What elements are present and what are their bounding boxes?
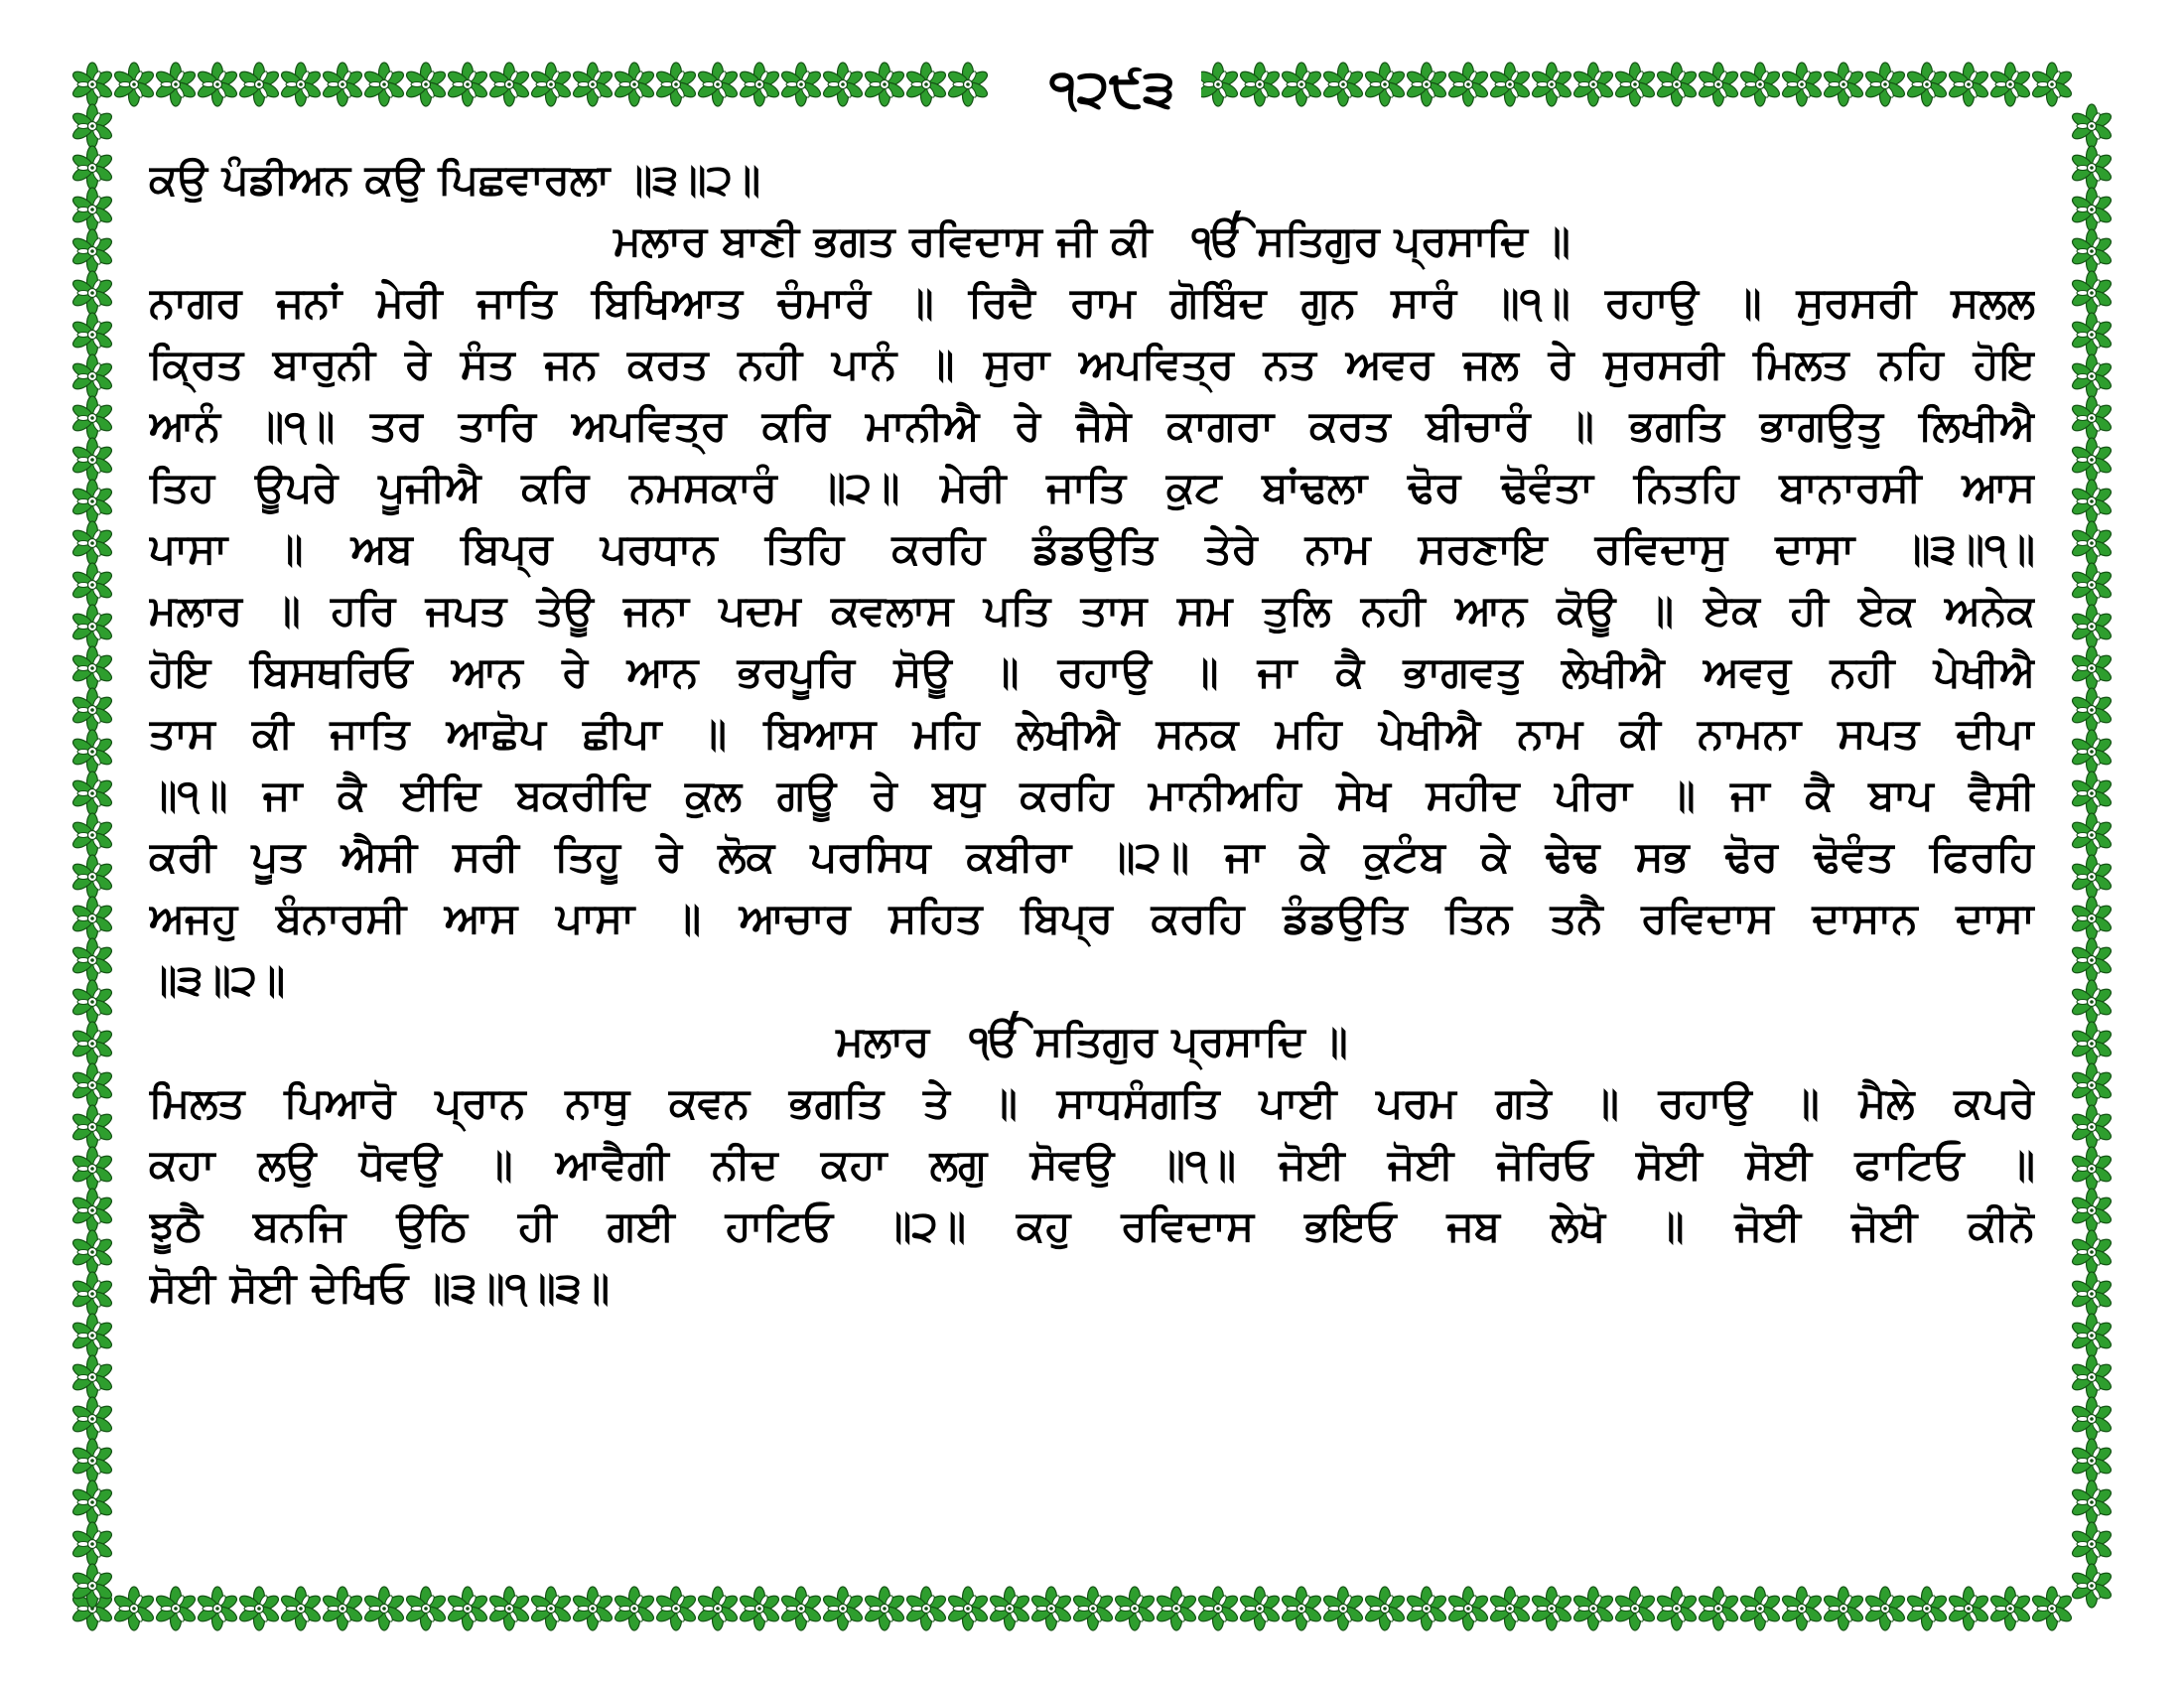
border-flower-icon	[70, 271, 114, 315]
text-line: ਕਰੀ ਪੂਤ ਐਸੀ ਸਰੀ ਤਿਹੂ ਰੇ ਲੋਕ ਪਰਸਿਧ ਕਬੀਰਾ ॥੨॥ ਜਾ ਕੇ ਕੁਟੰਬ ਕੇ ਢੇਢ ਸਭ ਢੋਰ ਢੋਵੰਤ ਫਿਰਹਿ	[149, 832, 2035, 881]
border-flower-icon	[70, 1480, 114, 1524]
border-flower-icon	[1029, 1587, 1073, 1630]
text-line: ਕਉ ਪੰਡੀਅਨ ਕਉ ਪਿਛਵਾਰਲਾ ॥੩॥੨॥	[149, 155, 760, 204]
border-flower-icon	[70, 354, 114, 398]
text-line: ਮਿਲਤ ਪਿਆਰੋ ਪ੍ਰਾਨ ਨਾਥੁ ਕਵਨ ਭਗਤਿ ਤੇ ॥ ਸਾਧਸੰਗਤਿ ਪਾਈ ਪਰਮ ਗਤੇ ॥ ਰਹਾਉ ॥ ਮੈਲੇ ਕਪਰੇ	[149, 1078, 2035, 1127]
border-flower-icon	[70, 396, 114, 440]
border-flower-icon	[2070, 229, 2114, 273]
border-flower-icon	[321, 1587, 364, 1630]
border-flower-icon	[2070, 688, 2114, 732]
border-flower-icon	[2070, 1314, 2114, 1357]
border-flower-icon	[571, 1587, 614, 1630]
border-flower-icon	[863, 1587, 906, 1630]
border-flower-icon	[654, 63, 698, 106]
border-flower-icon	[2070, 980, 2114, 1024]
border-flower-icon	[1446, 1587, 1490, 1630]
border-flower-icon	[1405, 63, 1448, 106]
border-flower-icon	[1405, 1587, 1448, 1630]
border-flower-icon	[2070, 813, 2114, 857]
border-flower-icon	[70, 772, 114, 815]
border-flower-icon	[1530, 1587, 1573, 1630]
mool-mantar	[969, 1011, 1347, 1072]
heading-title: ਮਲਾਰ ਬਾਣੀ ਭਗਤ ਰਵਿਦਾਸ ਜੀ ਕੀ	[614, 216, 1153, 265]
border-flower-icon	[70, 1314, 114, 1357]
border-flower-icon	[2070, 1189, 2114, 1232]
mool-mantar	[1191, 211, 1570, 272]
ik-onkar-arc-icon	[1231, 211, 1325, 230]
border-flower-icon	[2070, 1397, 2114, 1441]
border-flower-icon	[1947, 1587, 1990, 1630]
border-flower-icon	[1863, 63, 1907, 106]
border-flower-icon	[404, 1587, 448, 1630]
heading-title: ਮਲਾਰ	[836, 1017, 930, 1065]
mool-mantar-text: ੴ ਸਤਿਗੁਰ ਪ੍ਰਸਾਦਿ ॥	[1191, 216, 1570, 265]
border-flower-icon	[2070, 1272, 2114, 1316]
border-flower-icon	[1655, 1587, 1699, 1630]
border-flower-icon	[2070, 396, 2114, 440]
border-flower-icon	[2070, 1522, 2114, 1566]
border-flower-icon	[1280, 63, 1323, 106]
border-flower-icon	[988, 1587, 1031, 1630]
border-flower-icon	[2070, 146, 2114, 190]
border-flower-icon	[70, 438, 114, 482]
border-flower-icon	[279, 63, 323, 106]
border-flower-icon	[571, 63, 614, 106]
border-flower-icon	[863, 63, 906, 106]
border-flower-icon	[154, 63, 198, 106]
border-flower-icon	[70, 813, 114, 857]
border-flower-icon	[1988, 63, 2032, 106]
border-flower-icon	[1822, 1587, 1865, 1630]
border-flower-icon	[70, 605, 114, 648]
border-flower-icon	[2070, 646, 2114, 690]
border-flower-icon	[70, 730, 114, 774]
border-flower-icon	[196, 1587, 239, 1630]
border-flower-icon	[70, 563, 114, 607]
border-flower-icon	[362, 63, 406, 106]
border-flower-icon	[529, 63, 573, 106]
text-line: ॥੧॥ ਜਾ ਕੈ ਈਦਿ ਬਕਰੀਦਿ ਕੁਲ ਗਊ ਰੇ ਬਧੁ ਕਰਹਿ ਮਾਨੀਅਹਿ ਸੇਖ ਸਹੀਦ ਪੀਰਾ ॥ ਜਾ ਕੈ ਬਾਪ ਵੈਸੀ	[149, 771, 2035, 819]
border-flower-icon	[404, 63, 448, 106]
border-flower-icon	[1446, 63, 1490, 106]
border-flower-icon	[2070, 438, 2114, 482]
border-flower-icon	[696, 1587, 740, 1630]
border-flower-icon	[2070, 354, 2114, 398]
border-flower-icon	[70, 1355, 114, 1399]
border-flower-icon	[70, 146, 114, 190]
border-flower-icon	[196, 63, 239, 106]
border-flower-icon	[779, 63, 823, 106]
border-flower-icon	[738, 63, 781, 106]
border-flower-icon	[613, 1587, 656, 1630]
border-flower-icon	[70, 1022, 114, 1065]
border-flower-icon	[2070, 480, 2114, 523]
gurbani-text	[149, 149, 2035, 1319]
border-flower-icon	[904, 63, 948, 106]
border-flower-icon	[237, 1587, 281, 1630]
border-flower-icon	[70, 1105, 114, 1149]
border-flower-icon	[70, 688, 114, 732]
text-line: ਸੋਈ ਸੋਈ ਦੇਖਿਓ ॥੩॥੧॥੩॥	[149, 1263, 611, 1312]
text-line: ਤਿਹ ਊਪਰੇ ਪੂਜੀਐ ਕਰਿ ਨਮਸਕਾਰੰ ॥੨॥ ਮੇਰੀ ਜਾਤਿ ਕੁਟ ਬਾਂਢਲਾ ਢੋਰ ਢੋਵੰਤਾ ਨਿਤਹਿ ਬਾਨਾਰਸੀ ਆਸ	[149, 463, 2035, 511]
border-flower-icon	[1196, 63, 1240, 106]
border-flower-icon	[446, 63, 489, 106]
border-flower-icon	[1155, 1587, 1198, 1630]
border-flower-icon	[1780, 1587, 1824, 1630]
border-flower-icon	[696, 63, 740, 106]
border-flower-icon	[2070, 1063, 2114, 1107]
border-flower-icon	[1988, 1587, 2032, 1630]
border-flower-icon	[1697, 63, 1740, 106]
border-flower-icon	[946, 1587, 990, 1630]
border-flower-icon	[2070, 1230, 2114, 1274]
border-flower-icon	[1655, 63, 1699, 106]
border-flower-icon	[487, 1587, 531, 1630]
border-flower-icon	[1363, 1587, 1407, 1630]
border-flower-icon	[1321, 63, 1365, 106]
border-flower-icon	[154, 1587, 198, 1630]
border-flower-icon	[70, 1063, 114, 1107]
border-flower-icon	[1822, 63, 1865, 106]
border-flower-icon	[821, 1587, 865, 1630]
text-line: ਤਾਸ ਕੀ ਜਾਤਿ ਆਛੋਪ ਛੀਪਾ ॥ ਬਿਆਸ ਮਹਿ ਲੇਖੀਐ ਸਨਕ ਮਹਿ ਪੇਖੀਐ ਨਾਮ ਕੀ ਨਾਮਨਾ ਸਪਤ ਦੀਪਾ	[149, 709, 2035, 758]
ik-onkar-arc-icon	[1009, 1011, 1103, 1031]
border-flower-icon	[529, 1587, 573, 1630]
border-flower-icon	[2070, 563, 2114, 607]
border-flower-icon	[2070, 605, 2114, 648]
border-flower-icon	[738, 1587, 781, 1630]
border-flower-icon	[2070, 188, 2114, 231]
border-flower-icon	[70, 1439, 114, 1482]
border-flower-icon	[112, 63, 156, 106]
border-flower-icon	[1488, 1587, 1532, 1630]
text-line: ਕ੍ਰਿਤ ਬਾਰੁਨੀ ਰੇ ਸੰਤ ਜਨ ਕਰਤ ਨਹੀ ਪਾਨੰ ॥ ਸੁਰਾ ਅਪਵਿਤ੍ਰ ਨਤ ਅਵਰ ਜਲ ਰੇ ਸੁਰਸਰੀ ਮਿਲਤ ਨਹਿ ਹੋਇ	[149, 340, 2035, 388]
border-flower-icon	[1613, 63, 1657, 106]
text-line: ਅਜਹੁ ਬੰਨਾਰਸੀ ਆਸ ਪਾਸਾ ॥ ਆਚਾਰ ਸਹਿਤ ਬਿਪ੍ਰ ਕਰਹਿ ਡੰਡਉਤਿ ਤਿਨ ਤਨੈ ਰਵਿਦਾਸ ਦਾਸਾਨ ਦਾਸਾ	[149, 894, 2035, 942]
mool-mantar-text: ੴ ਸਤਿਗੁਰ ਪ੍ਰਸਾਦਿ ॥	[969, 1017, 1348, 1065]
border-flower-icon	[2070, 1355, 2114, 1399]
border-flower-icon	[2070, 1147, 2114, 1191]
border-flower-icon	[2070, 104, 2114, 148]
border-flower-icon	[946, 63, 990, 106]
text-line: ॥੩॥੨॥	[149, 955, 286, 1004]
text-line: ਮਲਾਰ ॥ ਹਰਿ ਜਪਤ ਤੇਊ ਜਨਾ ਪਦਮ ਕਵਲਾਸ ਪਤਿ ਤਾਸ ਸਮ ਤੁਲਿ ਨਹੀ ਆਨ ਕੋਊ ॥ ਏਕ ਹੀ ਏਕ ਅਨੇਕ	[149, 586, 2035, 634]
border-flower-icon	[1196, 1587, 1240, 1630]
border-flower-icon	[1321, 1587, 1365, 1630]
border-flower-icon	[1530, 63, 1573, 106]
border-flower-icon	[1238, 63, 1282, 106]
border-flower-icon	[279, 1587, 323, 1630]
border-flower-icon	[1488, 63, 1532, 106]
border-flower-icon	[2070, 1439, 2114, 1482]
border-flower-icon	[1571, 1587, 1615, 1630]
border-flower-icon	[779, 1587, 823, 1630]
border-flower-icon	[2030, 63, 2074, 106]
border-flower-icon	[362, 1587, 406, 1630]
border-flower-icon	[487, 63, 531, 106]
border-flower-icon	[70, 980, 114, 1024]
border-flower-icon	[821, 63, 865, 106]
border-flower-icon	[1238, 1587, 1282, 1630]
border-flower-icon	[70, 63, 114, 106]
border-flower-icon	[70, 188, 114, 231]
border-flower-icon	[1738, 1587, 1782, 1630]
border-flower-icon	[2070, 1480, 2114, 1524]
border-flower-icon	[904, 1587, 948, 1630]
border-flower-icon	[2070, 521, 2114, 565]
border-flower-icon	[2070, 271, 2114, 315]
border-flower-icon	[1280, 1587, 1323, 1630]
border-flower-icon	[1697, 1587, 1740, 1630]
border-flower-icon	[1571, 63, 1615, 106]
text-line: ਕਹਾ ਲਉ ਧੋਵਉ ॥ ਆਵੈਗੀ ਨੀਦ ਕਹਾ ਲਗੁ ਸੋਵਉ ॥੧॥ ਜੋਈ ਜੋਈ ਜੋਰਿਓ ਸੋਈ ਸੋਈ ਫਾਟਿਓ ॥	[149, 1140, 2035, 1189]
border-flower-icon	[654, 1587, 698, 1630]
border-flower-icon	[446, 1587, 489, 1630]
border-flower-icon	[2070, 1564, 2114, 1608]
border-flower-icon	[237, 63, 281, 106]
border-flower-icon	[1863, 1587, 1907, 1630]
border-flower-icon	[2070, 855, 2114, 899]
border-flower-icon	[70, 646, 114, 690]
text-line: ਨਾਗਰ ਜਨਾਂ ਮੇਰੀ ਜਾਤਿ ਬਿਖਿਆਤ ਚੰਮਾਰੰ ॥ ਰਿਦੈ ਰਾਮ ਗੋਬਿੰਦ ਗੁਨ ਸਾਰੰ ॥੧॥ ਰਹਾਉ ॥ ਸੁਰਸਰੀ ਸਲਲ	[149, 278, 2035, 327]
border-flower-icon	[70, 1397, 114, 1441]
border-flower-icon	[70, 1272, 114, 1316]
page-number: ੧੨੯੩	[1023, 55, 1201, 124]
section-heading	[149, 211, 2035, 272]
border-flower-icon	[2070, 897, 2114, 940]
border-flower-icon	[70, 1230, 114, 1274]
section-heading	[149, 1011, 2035, 1072]
border-flower-icon	[2070, 1105, 2114, 1149]
border-flower-icon	[70, 521, 114, 565]
border-flower-icon	[70, 313, 114, 356]
border-flower-icon	[70, 480, 114, 523]
text-line: ਝੂਠੈ ਬਨਜਿ ਉਠਿ ਹੀ ਗਈ ਹਾਟਿਓ ॥੨॥ ਕਹੁ ਰਵਿਦਾਸ ਭਇਓ ਜਬ ਲੇਖੋ ॥ ਜੋਈ ਜੋਈ ਕੀਨੋ	[149, 1201, 2035, 1250]
border-flower-icon	[1071, 1587, 1115, 1630]
border-flower-icon	[70, 1522, 114, 1566]
border-flower-icon	[613, 63, 656, 106]
border-flower-icon	[2070, 1022, 2114, 1065]
border-flower-icon	[2030, 1587, 2074, 1630]
border-flower-icon	[1780, 63, 1824, 106]
border-flower-icon	[321, 63, 364, 106]
border-flower-icon	[70, 1147, 114, 1191]
border-flower-icon	[70, 104, 114, 148]
border-flower-icon	[2070, 772, 2114, 815]
border-flower-icon	[2070, 730, 2114, 774]
text-line: ਪਾਸਾ ॥ ਅਬ ਬਿਪ੍ਰ ਪਰਧਾਨ ਤਿਹਿ ਕਰਹਿ ਡੰਡਉਤਿ ਤੇਰੇ ਨਾਮ ਸਰਣਾਇ ਰਵਿਦਾਸੁ ਦਾਸਾ ॥੩॥੧॥	[149, 524, 2035, 573]
border-flower-icon	[1905, 1587, 1949, 1630]
border-flower-icon	[70, 229, 114, 273]
border-flower-icon	[2070, 313, 2114, 356]
border-flower-icon	[1613, 1587, 1657, 1630]
border-flower-icon	[2070, 938, 2114, 982]
border-flower-icon	[70, 897, 114, 940]
border-flower-icon	[1738, 63, 1782, 106]
text-line: ਆਨੰ ॥੧॥ ਤਰ ਤਾਰਿ ਅਪਵਿਤ੍ਰ ਕਰਿ ਮਾਨੀਐ ਰੇ ਜੈਸੇ ਕਾਗਰਾ ਕਰਤ ਬੀਚਾਰੰ ॥ ਭਗਤਿ ਭਾਗਉਤੁ ਲਿਖੀਐ	[149, 401, 2035, 450]
border-flower-icon	[1905, 63, 1949, 106]
border-flower-icon	[112, 1587, 156, 1630]
border-flower-icon	[70, 1189, 114, 1232]
text-line: ਹੋਇ ਬਿਸਥਰਿਓ ਆਨ ਰੇ ਆਨ ਭਰਪੂਰਿ ਸੋਊ ॥ ਰਹਾਉ ॥ ਜਾ ਕੈ ਭਾਗਵਤੁ ਲੇਖੀਐ ਅਵਰੁ ਨਹੀ ਪੇਖੀਐ	[149, 647, 2035, 696]
border-flower-icon	[1113, 1587, 1157, 1630]
border-flower-icon	[1947, 63, 1990, 106]
border-flower-icon	[70, 938, 114, 982]
border-flower-icon	[1363, 63, 1407, 106]
border-flower-icon	[70, 855, 114, 899]
